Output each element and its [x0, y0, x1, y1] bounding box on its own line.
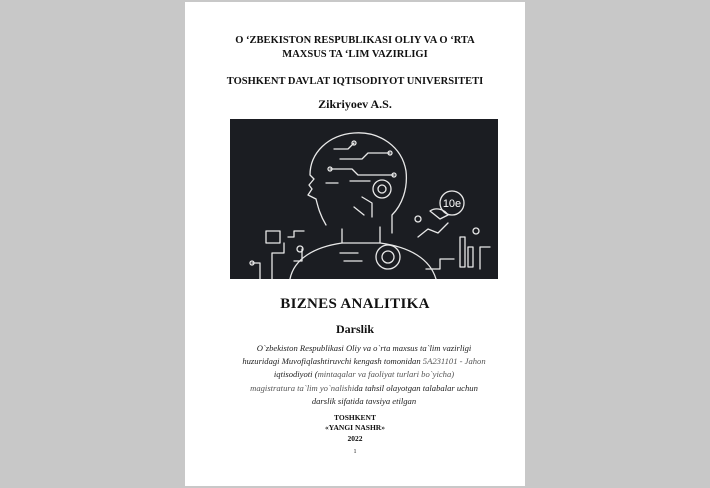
university-name: TOSHKENT DAVLAT IQTISODIYOT UNIVERSITETI [226, 76, 484, 87]
page-number: 1 [353, 449, 357, 455]
desc-line-1: O`zbekiston Respublikasi Oliy va o`rta maxsus ta`lim vazirligi [256, 343, 472, 353]
publication-city: TOSHKENT [334, 413, 376, 422]
document-page [185, 2, 525, 486]
ministry-heading [185, 34, 525, 61]
publication-year: 2022 [347, 434, 363, 443]
ministry-line-2: MAXSUS TA ‘LIM VAZIRLIGI [282, 48, 428, 60]
desc-line-4: magistratura ta`lim yo`nalishida tahsil olayotgan talabalar uchun [250, 382, 478, 393]
desc-line-5: darslik sifatida tavsiya etilgan [311, 395, 417, 406]
publisher-name: «YANGI NASHR» [325, 423, 385, 432]
robot-head-circuit-illustration [230, 119, 498, 279]
recommendation-text [233, 342, 495, 408]
book-title: BIZNES ANALITIKA [280, 296, 430, 312]
desc-line-2: huzuridagi Muvofiqlashtiruvchi kengash tomonidan 5A231101 - Jahon [242, 356, 486, 367]
cover-image [230, 119, 498, 279]
desc-line-3: iqtisodiyoti (mintaqalar va faoliyat turlari bo`yicha) [273, 369, 455, 380]
book-subtitle: Darslik [335, 322, 374, 336]
author-name: Zikriyoev A.S. [318, 97, 392, 111]
edition-badge: 10e [442, 198, 462, 210]
ministry-line-1: O ‘ZBEKISTON RESPUBLIKASI OLIY VA O ‘RTA [235, 35, 475, 46]
